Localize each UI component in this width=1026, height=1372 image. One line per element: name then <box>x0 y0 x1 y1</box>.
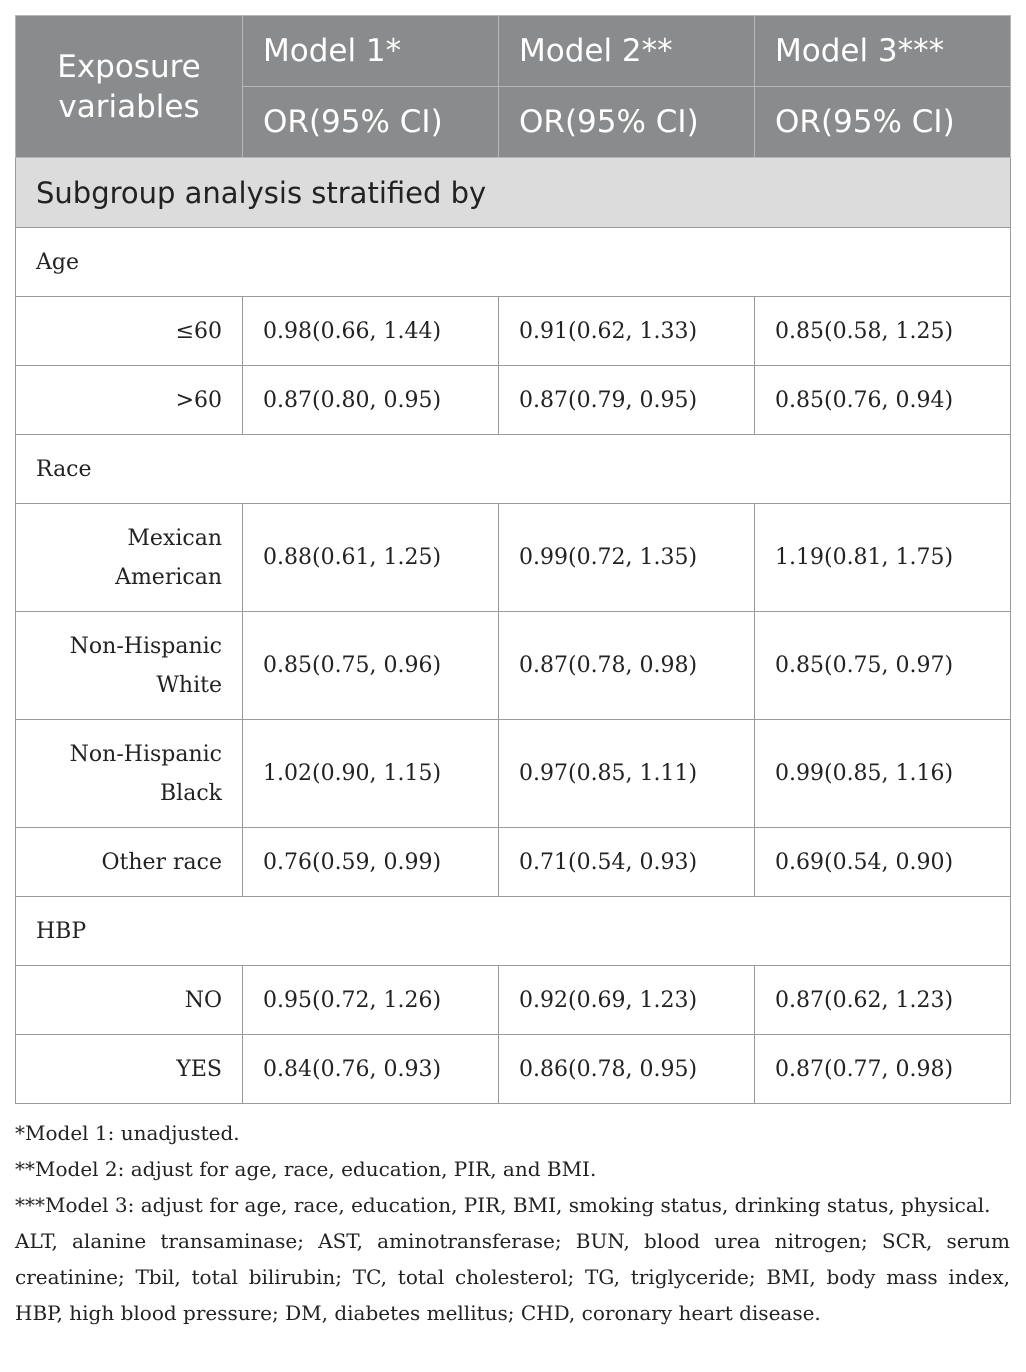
or-value-model-1: 0.85(0.75, 0.96) <box>243 612 499 720</box>
or-value-model-1: 0.95(0.72, 1.26) <box>243 966 499 1035</box>
model-2-header: Model 2** <box>499 16 755 87</box>
subgroup-title: Subgroup analysis stratified by <box>16 158 1011 228</box>
or-value-model-2: 0.92(0.69, 1.23) <box>499 966 755 1035</box>
metric-header-model-1: OR(95% CI) <box>243 87 499 158</box>
or-value-model-1: 0.84(0.76, 0.93) <box>243 1035 499 1104</box>
table-row <box>16 297 1011 366</box>
model-3-header: Model 3*** <box>755 16 1011 87</box>
row-label: Non-Hispanic White <box>16 612 243 720</box>
or-value-model-1: 1.02(0.90, 1.15) <box>243 720 499 828</box>
or-value-model-3: 0.87(0.62, 1.23) <box>755 966 1011 1035</box>
or-value-model-3: 0.85(0.58, 1.25) <box>755 297 1011 366</box>
exposure-variables-header: Exposure variables <box>16 16 243 158</box>
or-value-model-2: 0.99(0.72, 1.35) <box>499 504 755 612</box>
row-label: >60 <box>16 366 243 435</box>
table-row <box>16 366 1011 435</box>
or-value-model-3: 0.69(0.54, 0.90) <box>755 828 1011 897</box>
footnote-model-3: ***Model 3: adjust for age, race, education, PIR, BMI, smoking status, drinking status, physical. <box>15 1193 991 1217</box>
table-header <box>16 16 1011 158</box>
subgroup-or-table <box>15 15 1011 1104</box>
table-row <box>16 1035 1011 1104</box>
or-value-model-2: 0.97(0.85, 1.11) <box>499 720 755 828</box>
table-row <box>16 828 1011 897</box>
group-heading-hbp: HBP <box>16 897 1011 966</box>
table-body <box>16 158 1011 1104</box>
results-table-container <box>15 15 1010 1104</box>
group-heading-race: Race <box>16 435 1011 504</box>
row-label: ≤60 <box>16 297 243 366</box>
or-value-model-1: 0.88(0.61, 1.25) <box>243 504 499 612</box>
metric-header-model-3: OR(95% CI) <box>755 87 1011 158</box>
row-label: Mexican American <box>16 504 243 612</box>
row-label: YES <box>16 1035 243 1104</box>
or-value-model-1: 0.76(0.59, 0.99) <box>243 828 499 897</box>
or-value-model-3: 0.99(0.85, 1.16) <box>755 720 1011 828</box>
or-value-model-1: 0.87(0.80, 0.95) <box>243 366 499 435</box>
table-row <box>16 504 1011 612</box>
model-1-header: Model 1* <box>243 16 499 87</box>
footnote-abbreviations: ALT, alanine transaminase; AST, aminotransferase; BUN, blood urea nitrogen; SCR, serum creatinine; Tbil, total bilirubin; TC, total cholesterol; TG, triglyceride; BMI, body mass index, HBP, high blood pressure; DM, diabetes mellitus; CHD, coronary heart disease. <box>15 1229 1010 1325</box>
or-value-model-2: 0.87(0.78, 0.98) <box>499 612 755 720</box>
or-value-model-2: 0.71(0.54, 0.93) <box>499 828 755 897</box>
or-value-model-3: 0.87(0.77, 0.98) <box>755 1035 1011 1104</box>
row-label: NO <box>16 966 243 1035</box>
or-value-model-3: 0.85(0.75, 0.97) <box>755 612 1011 720</box>
or-value-model-3: 1.19(0.81, 1.75) <box>755 504 1011 612</box>
or-value-model-1: 0.98(0.66, 1.44) <box>243 297 499 366</box>
row-label: Non-Hispanic Black <box>16 720 243 828</box>
or-value-model-2: 0.86(0.78, 0.95) <box>499 1035 755 1104</box>
table-row <box>16 720 1011 828</box>
table-footnotes <box>15 1115 1010 1331</box>
or-value-model-2: 0.91(0.62, 1.33) <box>499 297 755 366</box>
or-value-model-2: 0.87(0.79, 0.95) <box>499 366 755 435</box>
table-row <box>16 612 1011 720</box>
row-label: Other race <box>16 828 243 897</box>
metric-header-model-2: OR(95% CI) <box>499 87 755 158</box>
footnote-model-1: *Model 1: unadjusted. <box>15 1121 240 1145</box>
or-value-model-3: 0.85(0.76, 0.94) <box>755 366 1011 435</box>
group-heading-age: Age <box>16 228 1011 297</box>
footnote-model-2: **Model 2: adjust for age, race, education, PIR, and BMI. <box>15 1157 597 1181</box>
table-row <box>16 966 1011 1035</box>
